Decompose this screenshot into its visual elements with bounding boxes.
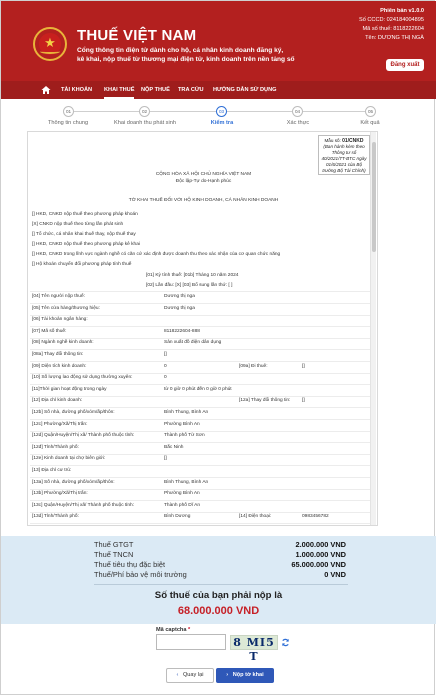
step-2-circle: 02	[139, 106, 150, 117]
field-label: [12d] Quận/Huyện/Thị xã/ Thành phố thuộc tỉnh:	[32, 433, 135, 439]
summary-value-special: 65.000.000 VND	[291, 560, 346, 569]
scrollbar-thumb[interactable]	[372, 142, 376, 252]
summary-value-env: 0 VND	[324, 570, 346, 579]
field-label: [12b] Số nhà, đường phố/xóm/ấp/thôn:	[32, 410, 115, 415]
field-label: [13] Địa chỉ cư trú:	[32, 468, 72, 473]
site-header	[1, 1, 436, 81]
summary-label-special: Thuế tiêu thụ đặc biệt	[94, 560, 166, 569]
submit-declaration-button[interactable]: › Nộp tờ khai	[216, 668, 274, 683]
field-value-secondary: []	[302, 398, 305, 404]
field-label-secondary: [14] Điện thoại:	[239, 514, 272, 520]
summary-value-pit: 1.000.000 VND	[295, 550, 346, 559]
captcha-image: 8 MI5 T	[230, 635, 278, 650]
field-label: [10] Số lượng lao động sử dụng thường xuyên:	[32, 375, 133, 381]
field-value-secondary: []	[302, 363, 305, 369]
step-5-circle: 05	[365, 106, 376, 117]
step-4-label: Xác thực	[286, 120, 310, 126]
preview-scrollbar[interactable]	[370, 132, 376, 525]
field-label: [09] Diện tích kinh doanh:	[32, 363, 87, 369]
field-value: từ 0 giờ 0 phút đến 0 giờ 0 phút	[164, 386, 232, 392]
field-label: [06] Tài khoản ngân hàng:	[32, 317, 88, 323]
field-label-secondary: [12a] Thay đổi thông tin:	[239, 398, 291, 404]
option-line: [] HKD, CNKD nộp thuế theo phương pháp khoán	[32, 212, 138, 217]
tax-period: [01] Kỳ tính thuế: [01b] Tháng 10 năm 2024	[146, 273, 239, 278]
step-4-circle: 04	[292, 106, 303, 117]
user-info	[359, 7, 424, 43]
form-number-box: Mẫu số: 01/CNKD (Ban hành kèm theo Thông tư số 40/2021/TT-BTC ngày 01/6/2021 của Bộ trưởng Bộ Tài Chính)	[318, 135, 370, 175]
field-label: [12] Địa chỉ kinh doanh:	[32, 398, 83, 404]
field-label: [13a] Số nhà, đường phố/xóm/ấp/thôn:	[32, 479, 115, 485]
field-value: Bình Thung, Bình An	[164, 479, 209, 485]
field-label: [12đ] Tỉnh/Thành phố:	[32, 444, 79, 450]
captcha-input[interactable]	[156, 634, 226, 650]
form-note: (Ban hành kèm theo Thông tư số 40/2021/TT-BTC ngày 01/6/2021 của Bộ trưởng Bộ Tài Chính)	[321, 144, 367, 173]
field-label: [07] Mã số thuế:	[32, 328, 67, 334]
option-line: [] HKD, CNKD trong lĩnh vực ngành nghề có căn cứ xác định được doanh thu theo xác nhận của cơ quan chức năng	[32, 252, 281, 257]
step-1-label: Thông tin chung	[47, 120, 89, 126]
user-cccd: Số CCCD: 024184004895	[359, 17, 424, 23]
summary-label-env: Thuế/Phí bảo vệ môi trường	[94, 570, 187, 579]
brand-subtitle-line1: Cổng thông tin điện tử dành cho hộ, cá nhân kinh doanh đăng ký,	[77, 47, 284, 54]
field-label: [13d] Tỉnh/Thành phố:	[32, 514, 79, 520]
step-3-circle: 03	[216, 106, 227, 117]
brand-subtitle-line2: kê khai, nộp thuế từ thương mại điện tử, kinh doanh trên nền tảng số	[77, 56, 295, 63]
nav-tax-payment[interactable]: NỘP THUẾ	[141, 87, 170, 93]
captcha-label: Mã captcha *	[156, 627, 191, 633]
progress-steps	[1, 105, 436, 129]
user-tax-code: Mã số thuế: 8118222604	[362, 26, 424, 32]
field-value: Dương thị nga	[164, 294, 195, 299]
field-label: [04] Tên người nộp thuế:	[32, 294, 85, 299]
field-label: [05] Tên cửa hàng/thương hiệu:	[32, 305, 100, 311]
field-value: Bình Thung, Bình An	[164, 410, 209, 415]
field-value: []	[164, 456, 167, 462]
step-2-label: Khai doanh thu phát sinh	[114, 120, 176, 126]
nation-heading: CỘNG HÒA XÃ HỘI CHỦ NGHĨA VIỆT NAM	[155, 172, 252, 177]
field-label: [11]Thời gian hoạt động trong ngày	[32, 386, 107, 392]
nav-user-guide[interactable]: HƯỚNG DẪN SỬ DỤNG	[213, 87, 277, 93]
brand-title: THUẾ VIỆT NAM	[77, 27, 197, 44]
back-button[interactable]: ‹ Quay lại	[166, 668, 214, 683]
nav-lookup[interactable]: TRA CỨU	[178, 87, 204, 93]
option-line: [X] CNKD nộp thuế theo từng lần phát sinh	[32, 222, 124, 227]
step-1-circle: 01	[63, 106, 74, 117]
field-label: [12e] Kinh doanh tại chợ biên giới:	[32, 456, 106, 462]
field-label: [08] Ngành nghề kinh doanh:	[32, 340, 94, 346]
motto: Độc lập-Tự do-Hạnh phúc	[175, 179, 232, 184]
nav-account[interactable]: TÀI KHOẢN	[61, 87, 93, 93]
field-label: [08a] Thay đổi thông tin:	[32, 352, 84, 357]
user-name: Tên: DƯƠNG THỊ NGÀ	[365, 35, 424, 41]
field-value: Bình Dương	[164, 514, 191, 520]
field-value: Bắc Ninh	[164, 444, 184, 450]
nav-tax-declaration[interactable]: KHAI THUẾ	[104, 81, 134, 99]
summary-label-vat: Thuế GTGT	[94, 540, 134, 549]
option-line: [] HKD, CNKD nộp thuế theo phương pháp kê khai	[32, 242, 140, 247]
option-line: [] Tổ chức, cá nhân khai thuế thay, nộp thuế thay	[32, 232, 136, 237]
field-value: Thành phố Dĩ An	[164, 502, 201, 508]
field-value: []	[164, 352, 167, 357]
summary-label-pit: Thuế TNCN	[94, 550, 134, 559]
form-number: 01/CNKD	[342, 138, 364, 144]
field-value-secondary: 0983456782	[302, 514, 329, 520]
field-label: [13b] Phường/Xã/Thị trấn:	[32, 491, 88, 497]
total-label: Số thuế của bạn phải nộp là	[154, 590, 283, 601]
field-value: 0	[164, 363, 167, 369]
refresh-icon[interactable]	[281, 638, 290, 647]
option-line: [] Hộ khoán chuyển đổi phương pháp tính thuế	[32, 262, 132, 267]
summary-value-vat: 2.000.000 VND	[295, 540, 346, 549]
chevron-right-icon: ›	[226, 672, 229, 678]
field-value: Phường Bình An	[164, 421, 200, 427]
field-value: Thành phố Từ Sơn	[164, 433, 205, 439]
field-value: 0	[164, 375, 167, 381]
logout-button[interactable]: Đăng xuất	[386, 59, 424, 71]
total-value: 68.000.000 VND	[177, 605, 260, 617]
field-value: Sản xuất đồ điện dân dụng	[164, 340, 222, 346]
app-version: Phiên bản v1.0.0	[380, 8, 424, 14]
declaration-preview[interactable]	[27, 131, 378, 526]
main-navbar	[1, 81, 436, 99]
field-label: [12c] Phường/Xã/Thị trấn:	[32, 421, 88, 427]
step-3-label: Kiểm tra	[210, 120, 234, 126]
chevron-left-icon: ‹	[176, 672, 179, 678]
home-icon[interactable]	[41, 85, 51, 95]
declaration-title: TỜ KHAI THUẾ ĐỐI VỚI HỘ KINH DOANH, CÁ NHÂN KINH DOANH	[128, 198, 279, 203]
field-value: Dương thị nga	[164, 305, 195, 311]
national-emblem-logo	[33, 27, 67, 61]
required-mark: *	[188, 627, 191, 633]
star-icon: ★	[44, 35, 56, 50]
field-value: Phường Bình An	[164, 491, 200, 497]
step-5-label: Kết quả	[360, 120, 380, 126]
field-value: 8118222604-888	[164, 328, 200, 334]
field-label-secondary: [09a] Đi thuê:	[239, 363, 268, 369]
first-time-flag: [02] Lần đầu: [X] [03] Bổ sung lần thứ: [ ]	[146, 283, 233, 288]
field-label: [13c] Quận/Huyện/Thị xã/ Thành phố thuộc tỉnh:	[32, 502, 135, 508]
